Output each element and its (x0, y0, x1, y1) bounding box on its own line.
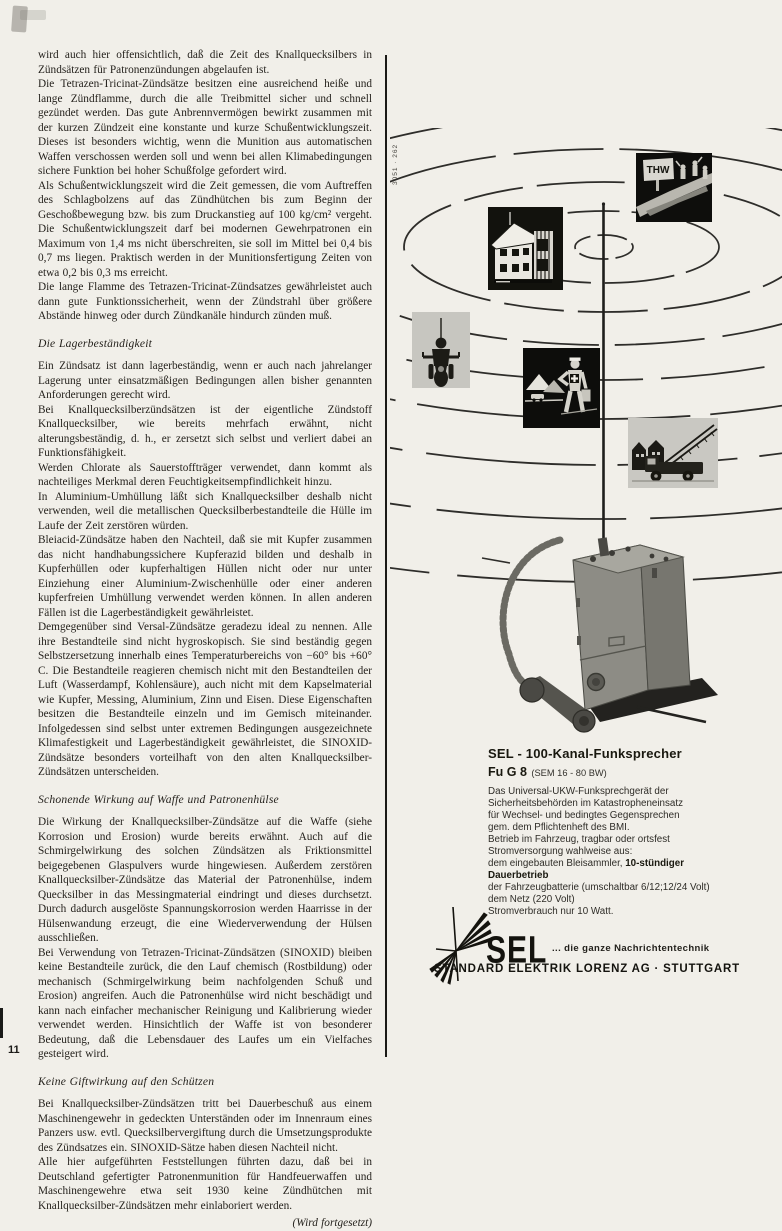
ad-copy (488, 746, 774, 918)
house-photo-icon (488, 207, 563, 290)
ad-headline: SEL - 100-Kanal-Funksprecher (488, 746, 682, 761)
motorcycle-photo-icon (412, 312, 470, 388)
ad-model-suffix: (SEM 16 - 80 BW) (531, 768, 607, 778)
thw-rescue-photo-icon (636, 153, 712, 222)
column-divider-rule (385, 55, 387, 1057)
paragraph: Bei Knallquecksilber-Zündsätzen tritt bei Dauerbeschuß aus einem Maschinengewehr in gedeckten Unterständen oder im Innenraum eines Panzers usw. evtl. Quecksilbervergiftung durch die Umsetzungsprodukte des Zündsatzes ein. SINOXID-Sätze haben diesen Nachteil nicht. (38, 1098, 372, 1154)
spec-line: Stromverbrauch nur 10 Watt. (488, 906, 614, 917)
scan-edge-mark (0, 1008, 3, 1038)
spec-line: Sicherheitsbehörden im Katastropheneinsatz (488, 798, 683, 809)
paragraph: Ein Zündsatz ist dann lagerbeständig, wenn er auch nach jahrelanger Lagerung unter einsatzmäßigen Bedingungen allen bisher genannten Anforderungen gerecht wird. (38, 360, 372, 401)
spec-line: Dauerbetrieb (488, 870, 549, 881)
spec-line: Das Universal-UKW-Funksprechgerät der (488, 786, 669, 797)
section-heading: Keine Giftwirkung auf den Schützen (38, 1074, 215, 1088)
coiled-cord-icon (503, 540, 560, 688)
section-heading: Die Lagerbeständigkeit (38, 336, 153, 350)
paragraph: Die Wirkung der Knallquecksilber-Zündsätze auf die Waffe (siehe Korrosion und Erosion) wurde bereits erwähnt. Auch auf die Schmirgelwirkung des solchen Zündsätzen als Friktionsmittel beigegebenen Glaspulvers wurde hingewiesen. Außerdem zerstören Knallquecksilber-Zündsätze das Material der Patronenhülse, indem Quecksilber in das Messingmaterial eindringt und dieses durchsetzt. Durch dadurch ausgelöste Spannungskorrosion werden Haarrisse in der Hülsenwandung erzeugt, die eine Wiederverwendung der Hülsen ausschließen. (38, 816, 372, 944)
paragraph: Alle hier aufgeführten Feststellungen führten dazu, daß bei in Deutschland gefertigter Patronenmunition für Handfeuerwaffen und Maschinengewehre etwa seit 1930 keine Zündhütchen mit Knallquecksilber-Zündsätzen mehr einlaboriert werden. (38, 1156, 372, 1212)
medic-photo-icon (523, 348, 600, 428)
ad-spec-text (488, 786, 774, 918)
ad-model-line (488, 763, 774, 781)
spec-line: Stromversorgung wahlweise aus: (488, 846, 633, 857)
paragraph: Bei Knallquecksilberzündsätzen ist der eigentliche Zündstoff Knallquecksilber, wie bereits mehrfach erwähnt, nicht alterungsbeständig, d. h., er zersetzt sich selbst und verliert dabei an Funktionsfähigkeit. (38, 403, 372, 459)
spec-line: dem eingebauten Bleisammler, 10-stündiger (488, 858, 685, 869)
paragraph: Bleiacid-Zündsätze haben den Nachteil, daß sie mit Kupfer zusammen das nicht handhabungssichere Kupferazid bilden und deshalb in Kupferhüllen oder kupferhaltigen Hüllen nicht oder nur unter Einziehung einer Aluminium-Zwischenhülle oder einer anderen kupferfreien Umhüllung verwendet werden können. In allen anderen Fällen ist die Lagerbeständigkeit gewährleistet. (38, 534, 372, 619)
scan-artifact (20, 10, 46, 20)
paragraph: Die lange Flamme des Tetrazen-Tricinat-Zündsatzes gewährleistet auch dann gute Funktionssicherheit, wenn der Zündstrahl über größere Abstände hinweg oder durch Zündkanäle hindurch zünden muß. (38, 281, 372, 322)
spec-line: gem. dem Pflichtenheft des BMI. (488, 822, 630, 833)
paragraph: Bei Verwendung von Tetrazen-Tricinat-Zündsätzen (SINOXID) bleiben keine Bestandteile zurück, die den Lauf chemisch (Rostbildung) oder mechanisch (Schmirgelwirkung beim nachfolgenden Schuß und Erosion) angreifen. Auch die Patronenhülse wird nicht beschädigt und kann nach einfacher mechanischer Reinigung und Kalibrierung wieder verwendet werden. Hinsichtlich der Waffe ist von besonderer Bedeutung, daß die Lebensdauer des Laufes um ein Vielfaches gesteigert wird. (38, 946, 372, 1060)
section-heading: Schonende Wirkung auf Waffe und Patronenhülse (38, 792, 279, 806)
antenna-icon (602, 202, 605, 538)
paragraph: wird auch hier offensichtlich, daß die Zeit des Knallquecksilbers in Zündsätzen für Patronenzündungen abgelaufen ist. (38, 49, 372, 76)
paragraph: Demgegenüber sind Versal-Zündsätze geradezu ideal zu nennen. Alle ihre Bestandteile sind nicht hygroskopisch. Sie sind beständig gegen Selbstzersetzung innerhalb eines Temperaturbereichs von −60° bis +60° C. Die Bestandteile reagieren chemisch nicht mit den Bestandteilen der Luft (Wasserdampf, Kohlensäure), auch nicht mit dem Kapselmaterial wie Kupfer, Messing, Aluminium, Zinn und Eisen. Diese Eigenschaften besitzen die Bestandteile einzeln und im Gemisch miteinander. Infolgedessen sind selbst unter extremen Bedingungen ausgezeichnete Klimafestigkeit und Lagerbeständigkeit gewährleistet, die SINOXID-Zündsätze besonders vorteilhaft von den alten Knallquecksilber-Zündsätzen unterscheiden. (38, 621, 372, 778)
ad-model-name: Fu G 8 (488, 765, 527, 779)
paragraph: Die Tetrazen-Tricinat-Zündsätze besitzen eine ausreichend heiße und lange Zündflamme, durch die alle Treibmittel sicher und schnell gezündet werden. Das gute Anbrennvermögen bewirkt zusammen mit der kurzen Zündzeit eine konstante und kurze Schußentwicklungszeit. Dieses ist besonders wichtig, wenn die Munition aus automatischen Waffen verschossen werden soll und wenn bei allen Klimabedingungen sichere Funktion bei hoher Schußfolge gefordert wird. (38, 78, 372, 177)
sel-tagline: ... die ganze Nachrichtentechnik (552, 943, 710, 954)
spec-line: Betrieb im Fahrzeug, tragbar oder ortsfest (488, 834, 670, 845)
sel-logo-wordmark: SEL (486, 929, 548, 972)
spec-line: der Fahrzeugbatterie (umschaltbar 6/12;12/24 Volt) (488, 882, 710, 893)
article-column (38, 48, 372, 1231)
svg-text:THW: THW (646, 165, 670, 176)
paragraph: In Aluminium-Umhüllung läßt sich Knallquecksilber deshalb nicht verwenden, weil die metallischen Quecksilberbestandteile die Hülle im Laufe der Zeit zerstören würden. (38, 490, 372, 532)
continuation-note: (Wird fortgesetzt) (292, 1217, 372, 1229)
ad-print-code: 3051 · 262 (392, 143, 399, 185)
sel-company-line: STANDARD ELEKTRIK LORENZ AG · STUTTGART (434, 963, 740, 975)
spec-line: dem Netz (220 Volt) (488, 894, 575, 905)
spec-line: für Wechsel- und bedingtes Gegensprechen (488, 810, 680, 821)
firetruck-photo-icon (628, 418, 718, 488)
portable-radio-photo-icon (503, 537, 718, 732)
paragraph: Werden Chlorate als Sauerstoffträger verwendet, dann kommt als nachteiliges Merkmal deren Feuchtigkeitsempfindlichkeit hinzu. (38, 461, 372, 488)
ad-illustration (390, 128, 782, 760)
page-number: 11 (8, 1044, 20, 1056)
paragraph: Als Schußentwicklungszeit wird die Zeit gemessen, die vom Auftreffen des Schlagbolzens auf das Zündhütchen bis zum Beginn der Geschoßbewegung bzw. bis zum Druckanstieg auf 100 kg/cm² vergeht. Die Schußentwicklungszeit darf bei modernen Gewehrpatronen ein Maximum von 1,4 ms nicht überschreiten, sie soll im Mittel bei 0,4 bis 0,7 ms liegen. Praktisch werden in der Munitionsfertigung Zeiten von etwa 0,2 bis 0,3 ms erreicht. (38, 179, 372, 279)
